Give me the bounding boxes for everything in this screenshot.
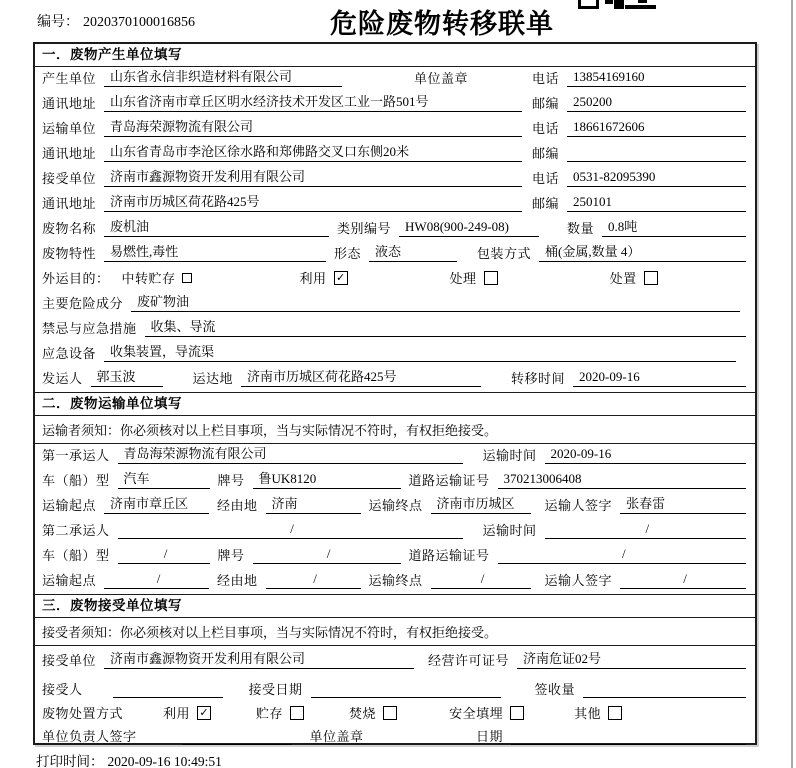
row-second-vehicle (35, 544, 755, 569)
row-emergency-equipment (35, 342, 755, 367)
field-label: 经由地 (217, 498, 258, 513)
row-signatures (35, 727, 755, 750)
field-value: 青岛海荣源物流有限公司 (104, 116, 522, 137)
row-acceptance (35, 674, 755, 703)
field-value (113, 683, 223, 698)
field-value: 18661672606 (567, 119, 746, 137)
field-label: 电话 (532, 71, 560, 86)
field-group (532, 68, 746, 87)
checkbox-utilize (334, 271, 348, 285)
field-value: 济南市鑫源物资开发利用有限公司 (104, 648, 414, 669)
field-value: / (431, 571, 531, 589)
field-label: 接受日期 (248, 682, 303, 697)
field-label: 废物特性 (42, 246, 97, 261)
disposal-option-incinerate (349, 703, 397, 722)
field-label: 运输单位 (42, 121, 97, 136)
field-label: 第一承运人 (42, 448, 110, 463)
field-label: 运输时间 (482, 523, 537, 538)
field-label: 邮编 (532, 196, 560, 211)
field-label: 签收量 (534, 682, 576, 697)
option-label: 利用 (163, 706, 191, 721)
checkbox-landfill (510, 706, 524, 720)
row-first-vehicle (35, 469, 755, 494)
field-label: 经营许可证号 (428, 653, 510, 668)
checkbox-dispose (644, 271, 658, 285)
section3-header: 三．废物接受单位填写 (35, 594, 755, 618)
print-time-label: 打印时间： (36, 754, 104, 768)
field-value (583, 683, 746, 698)
field-label: 电话 (532, 171, 560, 186)
row-transporter-address (35, 142, 755, 167)
field-value (567, 147, 746, 162)
field-value: 鲁UK8120 (253, 468, 401, 489)
field-value: 250101 (567, 194, 746, 212)
row-waste-name (35, 217, 755, 242)
field-value: 桶(金属,数量 4） (539, 241, 746, 262)
field-label: 运输终点 (368, 498, 423, 513)
purpose-option-utilize (300, 268, 348, 287)
row-emergency-measures (35, 317, 755, 342)
row-dispatch (35, 367, 755, 392)
field-value: 250200 (567, 94, 746, 112)
row-disposal-method (35, 703, 755, 727)
field-label: 运输时间 (482, 448, 537, 463)
field-label: 运输起点 (42, 573, 97, 588)
page-title: 危险废物转移联单 (330, 9, 554, 39)
row-producer-unit (35, 67, 755, 92)
field-label: 发运人 (42, 371, 83, 386)
print-time-line (36, 750, 222, 768)
field-label: 邮编 (532, 146, 560, 161)
option-label: 处置 (609, 271, 637, 286)
section3-notice: 接受者须知：你必须核对以上栏目事项，当与实际情况不符时，有权拒绝接受。 (35, 618, 755, 646)
field-value: 济南市历城区 (431, 493, 531, 514)
field-group (532, 143, 746, 162)
qr-code-icon (578, 0, 656, 9)
row-first-carrier (35, 444, 755, 469)
field-label: 形态 (334, 246, 362, 261)
field-group (532, 118, 746, 137)
print-time-value: 2020-09-16 10:49:51 (107, 754, 222, 768)
field-group (532, 193, 746, 212)
field-value (511, 730, 746, 745)
field-label: 接受人 (42, 682, 83, 697)
field-label: 牌号 (217, 548, 245, 563)
field-label: 运输起点 (42, 498, 97, 513)
field-label: 运输人签字 (544, 498, 613, 513)
field-value: / (545, 521, 746, 539)
field-value: / (498, 546, 746, 564)
field-value: 13854169160 (567, 69, 746, 87)
field-label: 运达地 (192, 371, 234, 386)
option-label: 中转贮存 (121, 271, 176, 286)
field-value: 郭玉波 (91, 366, 163, 387)
field-label: 包装方式 (477, 246, 532, 261)
field-label: 电话 (532, 121, 560, 136)
field-label: 道路运输证号 (408, 473, 490, 488)
option-label: 其他 (574, 706, 602, 721)
field-label: 运输终点 (368, 573, 423, 588)
field-label: 牌号 (217, 473, 245, 488)
row-receiver-address (35, 192, 755, 217)
row-second-route (35, 569, 755, 594)
field-label: 产生单位 (42, 71, 97, 86)
field-value: 废机油 (104, 216, 329, 237)
serial-number: 2020370100016856 (83, 15, 195, 30)
purpose-option-treat (450, 268, 498, 287)
checkbox-mark: ✓ (199, 706, 209, 719)
field-value: 汽车 (118, 468, 210, 489)
field-value: 0.8吨 (602, 216, 746, 237)
field-value: 济南市鑫源物资开发利用有限公司 (104, 166, 522, 187)
field-label: 废物名称 (42, 221, 97, 236)
field-label: 邮编 (532, 96, 560, 111)
field-label: 转移时间 (511, 371, 566, 386)
serial-number-line (37, 11, 195, 31)
checkbox-treat (484, 271, 498, 285)
field-value: 液态 (369, 241, 457, 262)
field-label: 通讯地址 (42, 196, 97, 211)
row-waste-traits (35, 242, 755, 267)
disposal-option-utilize (163, 703, 211, 722)
section1-header: 一．废物产生单位填写 (35, 44, 755, 67)
field-value: 收集装置，导流渠 (104, 341, 736, 362)
row-transfer-purpose (35, 267, 755, 292)
field-value: / (118, 521, 463, 539)
page-edge-line (791, 0, 793, 768)
section2-notice: 运输者须知：你必须核对以上栏目事项，当与实际情况不符时，有权拒绝接受。 (35, 416, 755, 444)
field-group (532, 93, 746, 112)
field-value: 济南市章丘区 (104, 493, 209, 514)
field-value: 青岛海荣源物流有限公司 (118, 443, 463, 464)
field-value: / (104, 571, 209, 589)
field-value: 山东省永信非织造材料有限公司 (104, 66, 342, 87)
field-value: 370213006408 (498, 471, 746, 489)
field-value: / (253, 546, 401, 564)
option-label: 焚烧 (349, 706, 377, 721)
field-value: 易燃性,毒性 (104, 241, 326, 262)
field-label: 日期 (475, 729, 503, 744)
row-producer-address (35, 92, 755, 117)
checkbox-utilize (197, 706, 211, 720)
option-label: 处理 (449, 271, 477, 286)
purpose-option-transit-storage (122, 268, 192, 287)
option-label: 安全填埋 (449, 706, 504, 721)
field-label: 数量 (567, 221, 595, 236)
field-label: 通讯地址 (42, 146, 97, 161)
purpose-option-dispose (610, 268, 658, 287)
checkbox-incinerate (383, 706, 397, 720)
field-label: 主要危险成分 (42, 296, 124, 311)
checkbox-mark: ✓ (335, 271, 346, 284)
field-value: 2020-09-16 (573, 369, 746, 387)
field-label: 废物处置方式 (42, 706, 124, 721)
field-value (311, 683, 501, 698)
field-label: 车（船）型 (42, 473, 110, 488)
field-group (532, 168, 746, 187)
field-value: 2020-09-16 (545, 446, 746, 464)
field-value (182, 730, 292, 745)
row-first-route (35, 494, 755, 519)
field-label: 单位盖章 (309, 729, 364, 744)
field-value: 济南危证02号 (517, 648, 746, 669)
field-value: 济南市历城区荷花路425号 (104, 191, 522, 212)
field-value: 0531-82095390 (567, 169, 746, 187)
field-value: 济南市历城区荷花路425号 (241, 366, 481, 387)
disposal-option-other (574, 703, 622, 722)
field-value: 山东省济南市章丘区明水经济技术开发区工业一路501号 (104, 91, 522, 112)
field-value: / (266, 571, 361, 589)
field-value: / (118, 546, 210, 564)
field-label: 接受单位 (42, 653, 97, 668)
field-label: 单位盖章 (414, 71, 469, 86)
field-value: / (620, 571, 746, 589)
row-hazard-components (35, 292, 755, 317)
section2-header: 二．废物运输单位填写 (35, 392, 755, 416)
field-label: 第二承运人 (42, 523, 110, 538)
field-label: 类别编号 (337, 221, 392, 236)
field-label: 道路运输证号 (408, 548, 490, 563)
field-label: 外运目的： (42, 271, 110, 286)
field-label: 单位负责人签字 (42, 729, 137, 744)
checkbox-other (608, 706, 622, 720)
row-second-carrier (35, 519, 755, 544)
field-label: 车（船）型 (42, 548, 110, 563)
manifest-table (33, 42, 757, 745)
row-accept-unit (35, 646, 755, 674)
field-label: 通讯地址 (42, 96, 97, 111)
row-receiver-unit (35, 167, 755, 192)
field-value: 张春雷 (620, 493, 746, 514)
field-value: 废矿物油 (131, 291, 740, 312)
field-value: 收集、导流 (145, 316, 746, 337)
field-label: 经由地 (217, 573, 258, 588)
option-label: 利用 (299, 271, 327, 286)
field-value: 山东省青岛市李沧区徐水路和郑佛路交叉口东侧20米 (104, 141, 522, 162)
checkbox-transit-storage (182, 273, 192, 283)
checkbox-store (290, 706, 304, 720)
field-label: 禁忌与应急措施 (42, 321, 137, 336)
field-label: 接受单位 (42, 171, 97, 186)
field-value: 济南 (266, 493, 361, 514)
disposal-option-store (256, 703, 304, 722)
row-transporter-unit (35, 117, 755, 142)
field-label: 应急设备 (42, 346, 97, 361)
serial-label: 编号： (37, 15, 79, 30)
disposal-option-landfill (449, 703, 524, 722)
field-label: 运输人签字 (544, 573, 613, 588)
option-label: 贮存 (256, 706, 284, 721)
field-value: HW08(900-249-08) (399, 219, 539, 237)
